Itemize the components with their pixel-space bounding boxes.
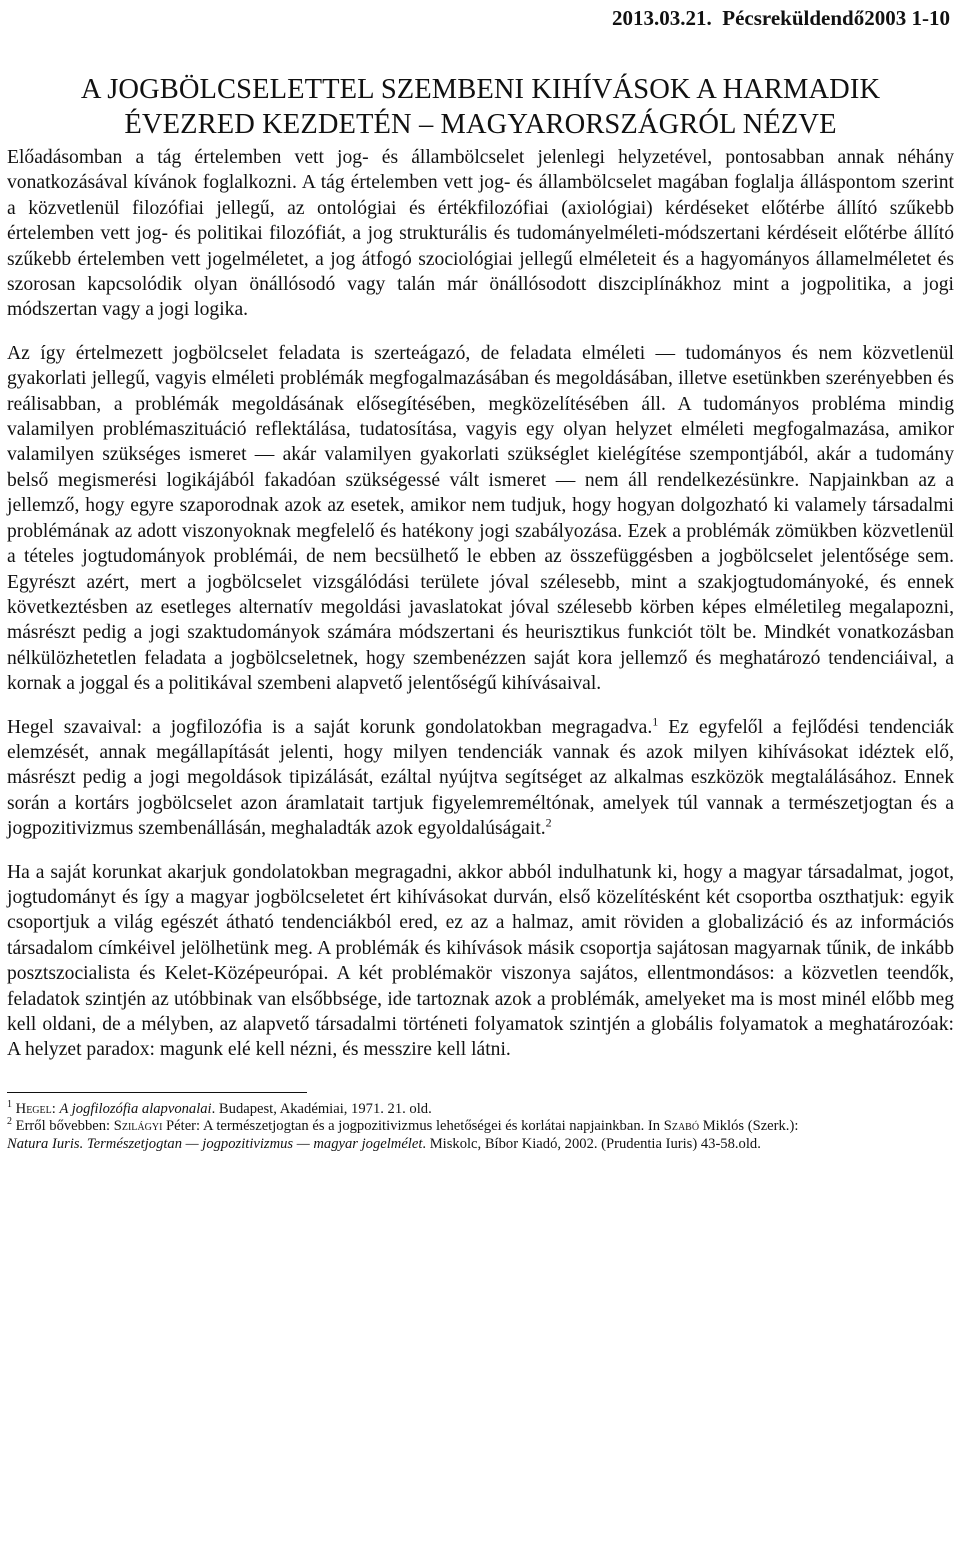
footnote-2 bbox=[7, 1118, 954, 1153]
paragraph-4: Ha a saját korunkat akarjuk gondolatokban megragadni, akkor abból indulhatunk ki, hogy a magyar társadalmat, jogot, jogtudományt és így a magyar jogbölcseletet ért kihívásokat durván, első közelítésként két csoportba oszthatjuk: egyik csoportjuk a világ egészét átható tendenciákból ered, ez az a halmaz, amit röviden a globalizáció és az információs társadalom címkéivel jelölhetünk meg. A problémák és kihívások másik csoportja sajátosan magyarnak tűnik, de inkább posztszocialista és Kelet-Középeurópai. A két problémakör viszonya sajátos, ellentmondásos: a közvetlen teendők, feladatok szintjén az utóbbinak van elsőbbsége, ide tartoznak azok a problémák, amelyeket ma is most minél előbb meg kell oldani, de a mélyben, az alapvető társadalmi történeti folyamatok szintjén a globális folyamatok a meghatározóak: A helyzet paradox: magunk elé kell nézni, és messzire kell látni. bbox=[7, 861, 954, 1061]
footnote-1-title: A jogfilozófia alapvonalai bbox=[59, 1100, 212, 1117]
footnote-ref-1[interactable]: 1 bbox=[652, 714, 659, 728]
footnote-2-rest: . Miskolc, Bíbor Kiadó, 2002. (Prudentia Iuris) 43-58.old. bbox=[422, 1136, 761, 1152]
page-header bbox=[7, 0, 954, 30]
paragraph-1: Előadásomban a tág értelemben vett jog- és állambölcselet jelenlegi helyzetével, pontosabban annak néhány vonatkozásával kívánok foglalkozni. A tág értelemben vett jog- és állambölcselet magában foglalja álláspontom szerint a közvetlenül filozófiai jellegű, az ontológiai és értékfilozófiai (axiológiai) kérdéseket előtérbe állító szűkebb értelemben vett jog- és politikai filozófiát, a jog strukturális és tudományelméleti-módszertani kérdéseit előtérbe állító szűkebb értelemben vett jogelméletet, a jog átfogó szociológiai jellegű elméleteit és a hagyományos államelméletet és szorosan kapcsolódik olyan önállósodó vagy talán már önállósodott diszciplínákhoz mint a jogpolitika, a jogi módszertan vagy a jogi logika. bbox=[7, 147, 954, 321]
footnote-2-text-c: Miklós (Szerk.): bbox=[699, 1118, 799, 1135]
footnote-1-colon: : bbox=[51, 1100, 60, 1117]
header-page-range: 1-10 bbox=[911, 6, 950, 30]
paragraph-2: Az így értelmezett jogbölcselet feladata is szerteágazó, de feladata elméleti — tudományos és nem közvetlenül gyakorlati jellegű, vagyis elméleti problémák megfogalmazásában és megoldásában, illetve esetünkben szerényebben és reálisabban, a problémák megoldásának elősegítésében, megközelítésében áll. A tudományos probléma mindig valamilyen problémaszituáció reflektálása, tudatosítása, vagyis egy olyan helyzet elméleti megfogalmazása, amikor valamilyen szükséges ismeret — akár valamilyen gyakorlati szükséglet kielégítése szempontjából, akár a tudomány belső megismerési logikájából fakadóan szükségessé vált ismeret — nem áll rendelkezésünkre. Napjainkban az a jellemző, hogy egyre szaporodnak azok az esetek, amikor nem tudjuk, hogy hogyan dolgozható ki valamely társadalmi problémának az adott viszonyoknak megfelelő és hatékony jogi szabályozása. Ezek a problémák zömükben közvetlenül a tételes jogtudományok problémái, de nem becsülhető le ebben az összefüggésben a jogbölcselet jelentősége sem. Egyrészt azért, mert a jogbölcselet vizsgálódási területe jóval szélesebb, mint a szakjogtudományoké, és ennek következtésben az esetleges alternatív megoldási javaslatokat jóval szélesebb körben képes elméletileg megalapozni, másrészt pedig a jogi szaktudományok számára módszertani és heurisztikus funkciót tölt be. Mindkét vonatkozásban nélkülözhetetlen feladata a jogbölcseletnek, hogy szembenézzen saját kora jellemző és meghatározó tendenciáival, a kornak a joggal és a politikával szembeni alapvető jelentőségű kihívásaival. bbox=[7, 342, 954, 695]
footnote-1-rest: . Budapest, Akadémiai, 1971. 21. old. bbox=[211, 1100, 432, 1117]
title-line-1: A JOGBÖLCSELETTEL SZEMBENI KIHÍVÁSOK A HARMADIK bbox=[80, 74, 881, 105]
footnote-2-number: 2 bbox=[7, 1116, 12, 1128]
footnote-2-author-1: Szilágyi bbox=[113, 1118, 163, 1135]
document-title bbox=[7, 72, 954, 142]
footnote-2-text-b: Péter: A természetjogtan és a jogpozitivizmus lehetőségei és korlátai napjainkban. In bbox=[162, 1118, 664, 1135]
footnote-1 bbox=[7, 1098, 954, 1119]
footnote-1-author: Hegel bbox=[15, 1100, 52, 1117]
footnote-1-number: 1 bbox=[7, 1098, 12, 1110]
header-date: 2013.03.21. bbox=[612, 6, 712, 30]
paragraph-3-text-b: Ez egyfelől a fejlődési tendenciák elemzését, annak megállapítását jelenti, hogy milyen tendenciák vannak és azok milyen kihívásokat idéztek elő, másrészt pedig a jogi megoldások tipizálását, ezáltal nyújtva segítséget az alkalmas eszközök megtalálásához. Ennek során a kortárs jogbölcselet azon áramlatait tartjuk figyelemreméltónak, amelyek túl vannak a természetjogtan és a jogpozitivizmus szembenállásán, meghaladták azok egyoldalúságait. bbox=[7, 716, 954, 840]
footnote-2-title: Natura Iuris. Természetjogtan — jogpozitivizmus — magyar jogelmélet bbox=[7, 1136, 423, 1152]
footnote-2-text-a: Erről bővebben: bbox=[12, 1118, 114, 1135]
footnote-2-author-2: Szabó bbox=[663, 1118, 700, 1135]
title-line-2: ÉVEZRED KEZDETÉN – MAGYARORSZÁGRÓL NÉZVE bbox=[124, 109, 837, 140]
header-filename: Pécsreküldendő2003 bbox=[722, 6, 907, 30]
paragraph-3 bbox=[7, 715, 954, 842]
footnotes bbox=[7, 1098, 954, 1154]
paragraph-3-text-a: Hegel szavaival: a jogfilozófia is a saját korunk gondolatokban megragadva. bbox=[7, 716, 653, 738]
footnote-ref-2[interactable]: 2 bbox=[545, 815, 552, 830]
footnote-divider bbox=[7, 1092, 307, 1093]
